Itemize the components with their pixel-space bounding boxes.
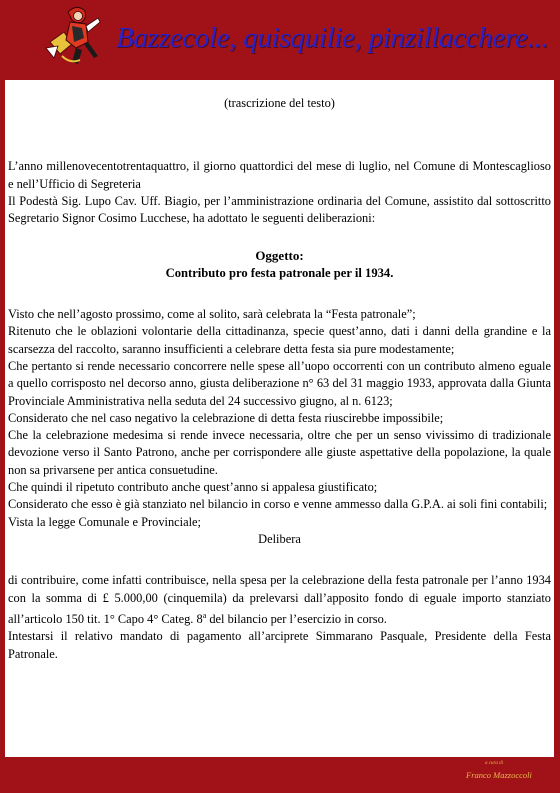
decision-superscript: a (202, 610, 207, 620)
decision-text: di contribuire, come infatti contribuisce, nella spesa per la celebrazione della festa patronale per l’anno 1934 con la somma di £ 5.000,00 (cinquemila) da prelevarsi dall’apposito fondo di eguale importo stanziato all’articolo 150 tit. 1° Capo 4° Categ. 8 (8, 573, 551, 626)
document-page (5, 80, 554, 757)
decision-final: Intestarsi il relativo mandato di pagamento all’arciprete Simmarano Pasquale, Presidente della Festa Patronale. (8, 629, 551, 661)
header (0, 0, 560, 80)
consideration-paragraph: Considerato che nel caso negativo la celebrazione di detta festa riuscirebbe impossibile; (8, 410, 444, 425)
consideration-paragraph: Ritenuto che le oblazioni volontarie della cittadinanza, specie quest’anno, dati i danni della grandine e la scarsezza del raccolto, saranno insufficienti a celebrare detta festa sia pure modestamente; (8, 324, 551, 356)
jester-logo-icon (42, 2, 104, 68)
intro-paragraph: Il Podestà Sig. Lupo Cav. Uff. Biagio, per l’amministrazione ordinaria del Comune, assistito dal sottoscritto Segretario Signor Cosimo Lucchese, ha adottato le seguenti deliberazioni: (8, 193, 551, 226)
consideration-paragraph: Considerato che esso è già stanziato nel bilancio in corso e venne ammesso dalla G.P.A. ai soli fini contabili; (8, 497, 548, 512)
credit-author: Franco Mazzoccoli (466, 770, 532, 780)
credit-label: a cura di (485, 761, 504, 766)
subject-label: Oggetto: (255, 248, 304, 264)
document-body (8, 95, 551, 663)
consideration-paragraph: Che quindi il ripetuto contributo anche quest’anno si appalesa giustificato; (8, 480, 378, 495)
subject-title: Contributo pro festa patronale per il 1934. (165, 265, 394, 280)
decision-paragraph (8, 572, 551, 628)
decision-heading: Delibera (258, 531, 301, 546)
site-title: Bazzecole, quisquilie, pinzillacchere... (116, 22, 549, 54)
intro-paragraph: L’anno millenovecentotrentaquattro, il giorno quattordici del mese di luglio, nel Comune di Montescaglioso e nell’Ufficio di Segreteria (8, 159, 551, 191)
consideration-paragraph: Che pertanto si rende necessario concorrere nelle spese all’uopo occorrenti con un contributo almeno eguale a quello corrisposto nel decorso anno, giusta deliberazione n° 63 del 31 maggio 1933, approvata dalla Giunta Provinciale Amministrativa nella seduta del 24 successivo giugno, al n. 6123; (8, 358, 551, 408)
consideration-paragraph: Che la celebrazione medesima si rende invece necessaria, oltre che per un senso vivissimo di tradizionale devozione verso il Santo Patrono, anche per corrispondere alle giuste aspettative della popolazione, la quale non sa privarsene per antica consuetudine. (8, 428, 551, 477)
consideration-paragraph: Visto che nell’agosto prossimo, come al solito, sarà celebrata la “Festa patronale”; (8, 307, 416, 322)
decision-text-end: del bilancio per l’esercizio in corso. (206, 611, 387, 626)
transcription-note: (trascrizione del testo) (224, 96, 335, 110)
consideration-paragraph: Vista la legge Comunale e Provinciale; (8, 514, 201, 529)
